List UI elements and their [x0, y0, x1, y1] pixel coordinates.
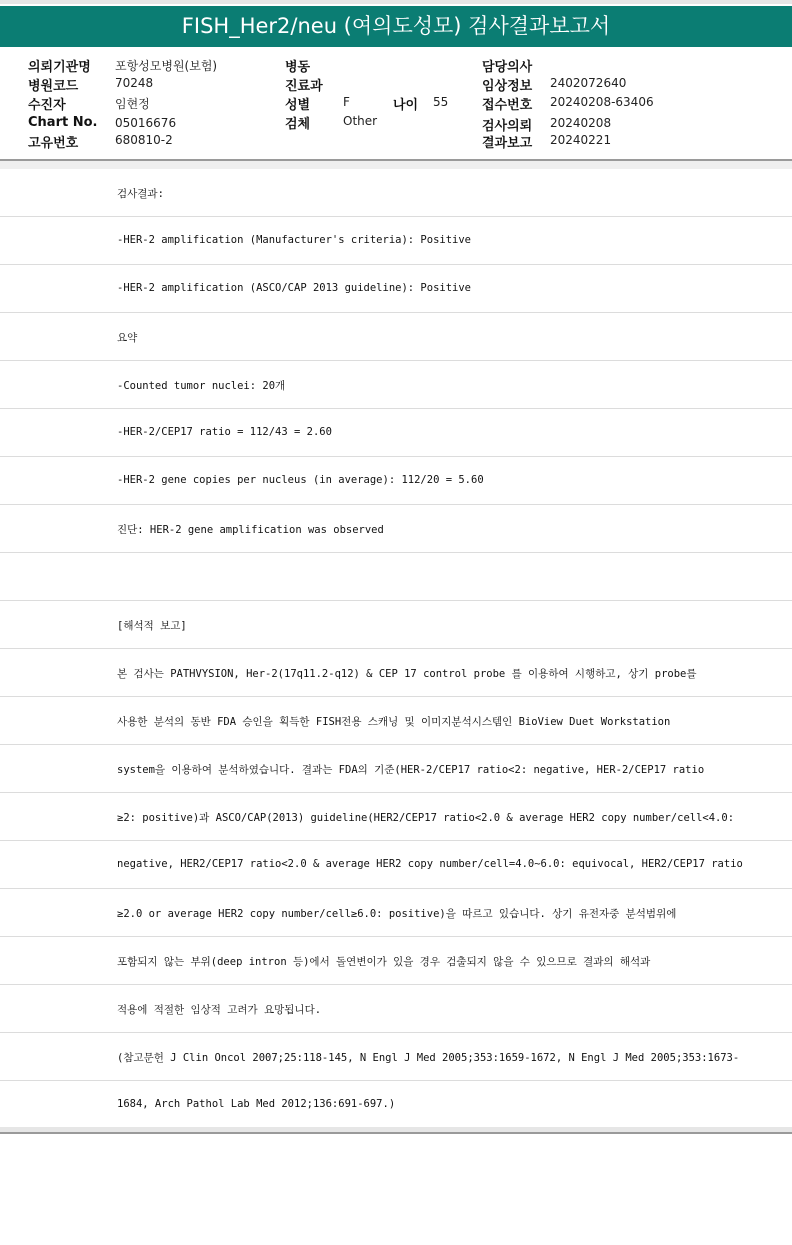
result-line-text: -Counted tumor nuclei: 20개 [117, 380, 286, 392]
receipt-no-value: 20240208-63406 [550, 95, 654, 109]
result-row [0, 361, 792, 409]
institution-label: 의뢰기관명 [28, 60, 91, 75]
result-line-text: -HER-2/CEP17 ratio = 112/43 = 2.60 [117, 426, 332, 438]
result-row [0, 985, 792, 1033]
receipt-no-label: 접수번호 [482, 98, 533, 113]
result-row [0, 745, 792, 793]
patient-info-block [0, 52, 792, 152]
result-line-text: 진단: HER-2 gene amplification was observed [117, 524, 384, 536]
result-row [0, 265, 792, 313]
patient-value: 임현정 [115, 97, 150, 111]
result-line-text: ≥2: positive)과 ASCO/CAP(2013) guideline(HER2/CEP17 ratio<2.0 & average HER2 copy number/cell<4.0: [117, 812, 735, 824]
result-row [0, 649, 792, 697]
result-line-text: [해석적 보고] [117, 620, 187, 632]
result-row [0, 457, 792, 505]
result-row [0, 505, 792, 553]
result-row [0, 793, 792, 841]
bottom-border [0, 1127, 792, 1134]
chart-no-label: Chart No. [28, 115, 98, 130]
age-label: 나이 [393, 98, 419, 113]
report-date-value: 20240221 [550, 133, 612, 147]
report-title: FISH_Her2/neu (여의도성모) 검사결과보고서 [0, 6, 792, 47]
result-line-text: negative, HER2/CEP17 ratio<2.0 & average HER2 copy number/cell=4.0~6.0: equivocal, HER2/CEP17 ratio [117, 858, 743, 870]
specimen-label: 검체 [285, 117, 311, 132]
dept-label: 진료과 [285, 79, 323, 94]
result-row [0, 409, 792, 457]
result-row [0, 1081, 792, 1129]
result-row [0, 937, 792, 985]
result-line-text: -HER-2 amplification (ASCO/CAP 2013 guideline): Positive [117, 282, 472, 294]
patient-label: 수진자 [28, 98, 66, 113]
unique-no-label: 고유번호 [28, 136, 79, 151]
result-line-text: 적용에 적절한 임상적 고려가 요망됩니다. [117, 1004, 322, 1016]
unique-no-value: 680810-2 [115, 133, 173, 147]
doctor-label: 담당의사 [482, 60, 533, 75]
sex-value: F [343, 95, 350, 109]
result-rows [0, 169, 792, 1129]
clinical-info-label: 임상정보 [482, 79, 533, 94]
result-line-text: system을 이용하여 분석하였습니다. 결과는 FDA의 기준(HER-2/CEP17 ratio<2: negative, HER-2/CEP17 ratio [117, 764, 705, 776]
result-row [0, 601, 792, 649]
hospital-code-label: 병원코드 [28, 79, 79, 94]
result-row [0, 313, 792, 361]
hospital-code-value: 70248 [115, 76, 154, 90]
result-line-text: (참고문헌 J Clin Oncol 2007;25:118-145, N Engl J Med 2005;353:1659-1672, N Engl J Med 2005;353:1673- [117, 1052, 740, 1064]
result-row [0, 889, 792, 937]
institution-value: 포항성모병원(보험) [115, 59, 218, 73]
result-row [0, 841, 792, 889]
result-line-text: 검사결과: [117, 188, 164, 200]
result-line-text: 본 검사는 PATHVYSION, Her-2(17q11.2-q12) & CEP 17 control probe 를 이용하여 시행하고, 상기 probe를 [117, 668, 697, 680]
result-line-text: 사용한 분석의 동반 FDA 승인을 획득한 FISH전용 스캐닝 및 이미지분석시스템인 BioView Duet Workstation [117, 716, 671, 728]
result-line-text: 요약 [117, 332, 138, 344]
report-date-label: 결과보고 [482, 136, 533, 151]
result-row [0, 553, 792, 601]
result-line-text: 1684, Arch Pathol Lab Med 2012;136:691-697.) [117, 1098, 396, 1110]
sex-label: 성별 [285, 98, 311, 113]
result-row [0, 169, 792, 217]
age-value: 55 [433, 95, 449, 109]
clinical-info-value: 2402072640 [550, 76, 627, 90]
result-row [0, 697, 792, 745]
specimen-value: Other [343, 114, 378, 128]
ward-label: 병동 [285, 60, 311, 75]
chart-no-value: 05016676 [115, 116, 177, 130]
result-line-text: -HER-2 gene copies per nucleus (in average): 112/20 = 5.60 [117, 474, 484, 486]
result-row [0, 1033, 792, 1081]
result-line-text: -HER-2 amplification (Manufacturer's criteria): Positive [117, 234, 472, 246]
result-line-text: ≥2.0 or average HER2 copy number/cell≥6.0: positive)을 따르고 있습니다. 상기 유전자중 분석범위에 [117, 908, 677, 920]
result-line-text: 포함되지 않는 부위(deep intron 등)에서 돌연변이가 있을 경우 검출되지 않을 수 있으므로 결과의 해석과 [117, 956, 651, 968]
request-date-label: 검사의뢰 [482, 119, 533, 134]
header-gap [0, 161, 792, 169]
request-date-value: 20240208 [550, 116, 612, 130]
result-row [0, 217, 792, 265]
top-border [0, 0, 792, 4]
